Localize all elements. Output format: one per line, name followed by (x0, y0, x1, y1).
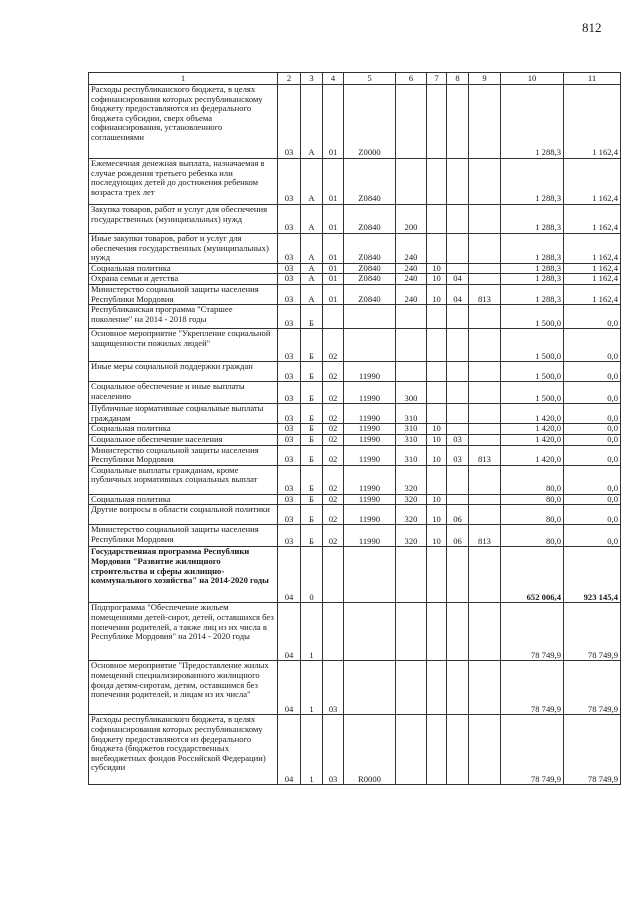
code-direction: 11990 (344, 465, 396, 494)
code-direction: Z0840 (344, 284, 396, 304)
amount-year-2: 0,0 (564, 505, 621, 525)
code-ministry (469, 424, 501, 435)
column-header-1: 1 (89, 73, 278, 85)
code-measure: 02 (323, 404, 344, 424)
code-expense-type: 240 (396, 234, 427, 264)
table-row (89, 85, 621, 159)
code-expense-type: 320 (396, 494, 427, 505)
amount-year-2: 78 749,9 (564, 661, 621, 715)
amount-year-2: 0,0 (564, 494, 621, 505)
row-name: Иные закупки товаров, работ и услуг для обеспечения государственных (муниципальных) нужд (89, 234, 278, 264)
code-subsection: 04 (447, 284, 469, 304)
table-row (89, 404, 621, 424)
code-ministry (469, 305, 501, 329)
row-name: Социальная политика (89, 494, 278, 505)
code-program: 03 (278, 382, 301, 404)
table-row (89, 434, 621, 445)
code-measure: 02 (323, 329, 344, 362)
code-ministry (469, 274, 501, 285)
code-subsection (447, 465, 469, 494)
code-program: 03 (278, 445, 301, 465)
code-subprogram: Б (301, 434, 323, 445)
amount-year-1: 80,0 (501, 494, 564, 505)
amount-year-1: 1 288,3 (501, 234, 564, 264)
code-section (427, 85, 447, 159)
amount-year-1: 80,0 (501, 525, 564, 547)
code-expense-type: 240 (396, 274, 427, 285)
code-subsection (447, 404, 469, 424)
code-section (427, 159, 447, 205)
code-program: 03 (278, 362, 301, 382)
table-row (89, 715, 621, 785)
amount-year-1: 1 500,0 (501, 382, 564, 404)
code-ministry: 813 (469, 525, 501, 547)
row-name: Социальное обеспечение населения (89, 434, 278, 445)
amount-year-2: 1 162,4 (564, 234, 621, 264)
code-subprogram: Б (301, 445, 323, 465)
amount-year-2: 0,0 (564, 445, 621, 465)
code-section: 10 (427, 505, 447, 525)
code-ministry (469, 434, 501, 445)
code-expense-type: 240 (396, 284, 427, 304)
amount-year-1: 1 288,3 (501, 205, 564, 234)
amount-year-1: 1 288,3 (501, 274, 564, 285)
code-expense-type: 320 (396, 525, 427, 547)
code-program: 03 (278, 404, 301, 424)
row-name: Расходы республиканского бюджета, в целях софинансирования которых республиканскому бюджету предоставляются из федерального бюджета субсидии, сверх объема софинансирования, установленного соглашениями (89, 85, 278, 159)
code-program: 03 (278, 274, 301, 285)
code-measure: 03 (323, 715, 344, 785)
table-row (89, 661, 621, 715)
code-subprogram: 0 (301, 547, 323, 603)
code-expense-type (396, 603, 427, 661)
amount-year-2: 1 162,4 (564, 274, 621, 285)
row-name: Республиканская программа "Старшее поколение" на 2014 - 2018 годы (89, 305, 278, 329)
code-subsection (447, 715, 469, 785)
code-measure: 02 (323, 494, 344, 505)
code-subprogram: А (301, 85, 323, 159)
table-row (89, 465, 621, 494)
code-direction: 11990 (344, 505, 396, 525)
code-section (427, 305, 447, 329)
code-section (427, 329, 447, 362)
row-name: Основное мероприятие "Укрепление социальной защищенности пожилых людей" (89, 329, 278, 362)
code-expense-type: 200 (396, 205, 427, 234)
code-expense-type (396, 159, 427, 205)
code-program: 03 (278, 329, 301, 362)
code-expense-type (396, 661, 427, 715)
code-expense-type: 310 (396, 434, 427, 445)
code-direction: 11990 (344, 434, 396, 445)
code-subsection (447, 547, 469, 603)
row-name: Публичные нормативные социальные выплаты гражданам (89, 404, 278, 424)
amount-year-2: 0,0 (564, 465, 621, 494)
column-header-9: 9 (469, 73, 501, 85)
code-section (427, 715, 447, 785)
code-section: 10 (427, 525, 447, 547)
code-subprogram: 1 (301, 603, 323, 661)
column-header-11: 11 (564, 73, 621, 85)
code-program: 03 (278, 465, 301, 494)
table-row (89, 362, 621, 382)
table-row (89, 547, 621, 603)
code-program: 04 (278, 603, 301, 661)
code-expense-type: 240 (396, 263, 427, 274)
code-direction (344, 329, 396, 362)
code-ministry: 813 (469, 445, 501, 465)
code-direction: 11990 (344, 382, 396, 404)
row-name: Министерство социальной защиты населения Республики Мордовия (89, 284, 278, 304)
code-section: 10 (427, 263, 447, 274)
code-section (427, 661, 447, 715)
code-section (427, 382, 447, 404)
code-section: 10 (427, 434, 447, 445)
code-subsection (447, 85, 469, 159)
code-measure: 02 (323, 525, 344, 547)
code-measure: 01 (323, 274, 344, 285)
table-row (89, 424, 621, 435)
code-subsection: 06 (447, 505, 469, 525)
code-ministry (469, 159, 501, 205)
code-ministry (469, 404, 501, 424)
amount-year-2: 0,0 (564, 424, 621, 435)
table-row (89, 305, 621, 329)
code-ministry (469, 362, 501, 382)
table-row (89, 329, 621, 362)
row-name: Социальная политика (89, 263, 278, 274)
column-header-7: 7 (427, 73, 447, 85)
amount-year-2: 0,0 (564, 362, 621, 382)
code-subprogram: Б (301, 505, 323, 525)
amount-year-1: 1 288,3 (501, 159, 564, 205)
code-ministry (469, 465, 501, 494)
amount-year-2: 923 145,4 (564, 547, 621, 603)
code-measure (323, 547, 344, 603)
code-expense-type: 310 (396, 404, 427, 424)
code-direction: Z0840 (344, 205, 396, 234)
code-direction: R0000 (344, 715, 396, 785)
code-expense-type: 320 (396, 465, 427, 494)
code-measure (323, 603, 344, 661)
row-name: Иные меры социальной поддержки граждан (89, 362, 278, 382)
code-expense-type: 310 (396, 445, 427, 465)
code-measure: 02 (323, 434, 344, 445)
code-ministry (469, 234, 501, 264)
amount-year-1: 78 749,9 (501, 603, 564, 661)
table-row (89, 284, 621, 304)
amount-year-2: 78 749,9 (564, 603, 621, 661)
code-measure: 02 (323, 382, 344, 404)
code-subprogram: А (301, 234, 323, 264)
code-direction (344, 547, 396, 603)
code-measure: 02 (323, 424, 344, 435)
code-subsection (447, 263, 469, 274)
code-program: 03 (278, 525, 301, 547)
code-program: 03 (278, 424, 301, 435)
table-row (89, 445, 621, 465)
amount-year-1: 80,0 (501, 465, 564, 494)
code-subsection (447, 661, 469, 715)
amount-year-2: 1 162,4 (564, 205, 621, 234)
code-subprogram: Б (301, 329, 323, 362)
code-program: 03 (278, 85, 301, 159)
code-measure: 02 (323, 445, 344, 465)
code-section: 10 (427, 284, 447, 304)
code-measure (323, 305, 344, 329)
code-direction: 11990 (344, 525, 396, 547)
code-subsection (447, 424, 469, 435)
code-direction: 11990 (344, 424, 396, 435)
code-ministry (469, 263, 501, 274)
code-program: 03 (278, 284, 301, 304)
table-row (89, 205, 621, 234)
code-ministry: 813 (469, 284, 501, 304)
code-subsection (447, 205, 469, 234)
amount-year-2: 0,0 (564, 525, 621, 547)
code-program: 03 (278, 234, 301, 264)
column-header-4: 4 (323, 73, 344, 85)
code-program: 03 (278, 494, 301, 505)
code-ministry (469, 505, 501, 525)
code-measure: 01 (323, 85, 344, 159)
table-row (89, 382, 621, 404)
code-subprogram: Б (301, 494, 323, 505)
code-measure: 02 (323, 505, 344, 525)
code-subprogram: А (301, 284, 323, 304)
code-direction: Z0840 (344, 159, 396, 205)
header-row (89, 73, 621, 85)
code-subsection (447, 159, 469, 205)
code-subprogram: Б (301, 424, 323, 435)
code-subprogram: А (301, 274, 323, 285)
code-ministry (469, 603, 501, 661)
column-header-2: 2 (278, 73, 301, 85)
code-subprogram: Б (301, 404, 323, 424)
amount-year-1: 78 749,9 (501, 715, 564, 785)
table-row (89, 525, 621, 547)
code-section: 10 (427, 494, 447, 505)
amount-year-1: 652 006,4 (501, 547, 564, 603)
amount-year-1: 1 500,0 (501, 362, 564, 382)
amount-year-2: 1 162,4 (564, 263, 621, 274)
code-section: 10 (427, 274, 447, 285)
code-program: 03 (278, 434, 301, 445)
code-direction (344, 603, 396, 661)
row-name: Охрана семьи и детства (89, 274, 278, 285)
code-expense-type (396, 85, 427, 159)
row-name: Основное мероприятие "Предоставление жилых помещений специализированного жилищного фонда детям-сиротам, детям, оставшимся без попечения родителей, и лицам из их числа" (89, 661, 278, 715)
code-measure: 02 (323, 362, 344, 382)
code-section: 10 (427, 445, 447, 465)
code-subsection: 03 (447, 434, 469, 445)
code-ministry (469, 85, 501, 159)
amount-year-2: 1 162,4 (564, 159, 621, 205)
amount-year-2: 0,0 (564, 404, 621, 424)
code-subsection (447, 329, 469, 362)
table-row (89, 494, 621, 505)
code-section (427, 205, 447, 234)
code-direction: 11990 (344, 445, 396, 465)
code-direction: Z0000 (344, 85, 396, 159)
code-ministry (469, 661, 501, 715)
code-subprogram: Б (301, 382, 323, 404)
code-subprogram: Б (301, 525, 323, 547)
code-expense-type: 310 (396, 424, 427, 435)
table-row (89, 263, 621, 274)
code-ministry (469, 494, 501, 505)
code-program: 03 (278, 305, 301, 329)
code-program: 04 (278, 547, 301, 603)
amount-year-1: 1 420,0 (501, 434, 564, 445)
code-program: 04 (278, 715, 301, 785)
code-section (427, 465, 447, 494)
code-expense-type (396, 715, 427, 785)
code-section: 10 (427, 424, 447, 435)
code-subprogram: 1 (301, 715, 323, 785)
column-header-6: 6 (396, 73, 427, 85)
code-direction: 11990 (344, 362, 396, 382)
amount-year-1: 78 749,9 (501, 661, 564, 715)
column-header-3: 3 (301, 73, 323, 85)
amount-year-1: 1 500,0 (501, 329, 564, 362)
row-name: Другие вопросы в области социальной политики (89, 505, 278, 525)
code-subprogram: А (301, 205, 323, 234)
code-direction (344, 305, 396, 329)
code-subsection (447, 494, 469, 505)
code-expense-type: 320 (396, 505, 427, 525)
amount-year-1: 1 420,0 (501, 424, 564, 435)
code-expense-type (396, 305, 427, 329)
column-header-5: 5 (344, 73, 396, 85)
row-name: Ежемесячная денежная выплата, назначаемая в случае рождения третьего ребенка или последующих детей до достижения ребенком возраста трех лет (89, 159, 278, 205)
code-subsection: 03 (447, 445, 469, 465)
code-measure: 01 (323, 234, 344, 264)
code-subprogram: Б (301, 465, 323, 494)
table-row (89, 274, 621, 285)
amount-year-1: 1 288,3 (501, 263, 564, 274)
amount-year-1: 80,0 (501, 505, 564, 525)
row-name: Социальные выплаты гражданам, кроме публичных нормативных социальных выплат (89, 465, 278, 494)
code-program: 03 (278, 263, 301, 274)
code-direction: Z0840 (344, 234, 396, 264)
amount-year-1: 1 420,0 (501, 445, 564, 465)
code-subsection: 06 (447, 525, 469, 547)
row-name: Министерство социальной защиты населения Республики Мордовия (89, 445, 278, 465)
code-subprogram: А (301, 159, 323, 205)
code-subsection: 04 (447, 274, 469, 285)
code-subsection (447, 603, 469, 661)
amount-year-2: 1 162,4 (564, 85, 621, 159)
code-subsection (447, 362, 469, 382)
column-header-10: 10 (501, 73, 564, 85)
code-measure: 01 (323, 263, 344, 274)
amount-year-2: 0,0 (564, 305, 621, 329)
code-section (427, 603, 447, 661)
row-name: Социальное обеспечение и иные выплаты населению (89, 382, 278, 404)
code-direction: Z0840 (344, 274, 396, 285)
code-program: 03 (278, 205, 301, 234)
code-subprogram: А (301, 263, 323, 274)
code-expense-type (396, 547, 427, 603)
code-section (427, 362, 447, 382)
amount-year-1: 1 420,0 (501, 404, 564, 424)
code-program: 03 (278, 505, 301, 525)
amount-year-2: 1 162,4 (564, 284, 621, 304)
code-subprogram: 1 (301, 661, 323, 715)
code-ministry (469, 715, 501, 785)
code-subsection (447, 305, 469, 329)
code-ministry (469, 329, 501, 362)
code-section (427, 547, 447, 603)
code-measure: 03 (323, 661, 344, 715)
code-program: 03 (278, 159, 301, 205)
code-section (427, 404, 447, 424)
budget-table (88, 72, 621, 785)
code-direction: 11990 (344, 404, 396, 424)
code-direction: Z0840 (344, 263, 396, 274)
code-subprogram: Б (301, 305, 323, 329)
code-expense-type (396, 329, 427, 362)
code-measure: 01 (323, 205, 344, 234)
page-number: 812 (582, 20, 602, 35)
code-program: 04 (278, 661, 301, 715)
table-row (89, 505, 621, 525)
code-measure: 01 (323, 159, 344, 205)
row-name: Расходы республиканского бюджета, в целях софинансирования которых республиканскому бюджету предоставляются из федерального бюджета (бюджетов государственных внебюджетных фондов Российской Федерации) субсидии (89, 715, 278, 785)
row-name: Подпрограмма "Обеспечение жильем помещениями детей-сирот, детей, оставшихся без попечения родителей, а также лиц из их числа в Республике Мордовия" на 2014 - 2020 годы (89, 603, 278, 661)
amount-year-2: 0,0 (564, 382, 621, 404)
amount-year-2: 0,0 (564, 434, 621, 445)
row-name: Закупка товаров, работ и услуг для обеспечения государственных (муниципальных) нужд (89, 205, 278, 234)
code-measure: 02 (323, 465, 344, 494)
code-direction: 11990 (344, 494, 396, 505)
code-ministry (469, 205, 501, 234)
row-name: Социальная политика (89, 424, 278, 435)
amount-year-1: 1 288,3 (501, 284, 564, 304)
code-expense-type (396, 362, 427, 382)
row-name: Министерство социальной защиты населения Республики Мордовия (89, 525, 278, 547)
code-subsection (447, 234, 469, 264)
code-expense-type: 300 (396, 382, 427, 404)
code-direction (344, 661, 396, 715)
code-section (427, 234, 447, 264)
code-ministry (469, 382, 501, 404)
amount-year-1: 1 500,0 (501, 305, 564, 329)
table-row (89, 159, 621, 205)
code-measure: 01 (323, 284, 344, 304)
code-subsection (447, 382, 469, 404)
amount-year-2: 0,0 (564, 329, 621, 362)
code-subprogram: Б (301, 362, 323, 382)
code-ministry (469, 547, 501, 603)
row-name: Государственная программа Республики Мордовия "Развитие жилищного строительства и сферы жилищно-коммунального хозяйства" на 2014-2020 годы (89, 547, 278, 603)
amount-year-1: 1 288,3 (501, 85, 564, 159)
amount-year-2: 78 749,9 (564, 715, 621, 785)
column-header-8: 8 (447, 73, 469, 85)
table-row (89, 234, 621, 264)
table-row (89, 603, 621, 661)
